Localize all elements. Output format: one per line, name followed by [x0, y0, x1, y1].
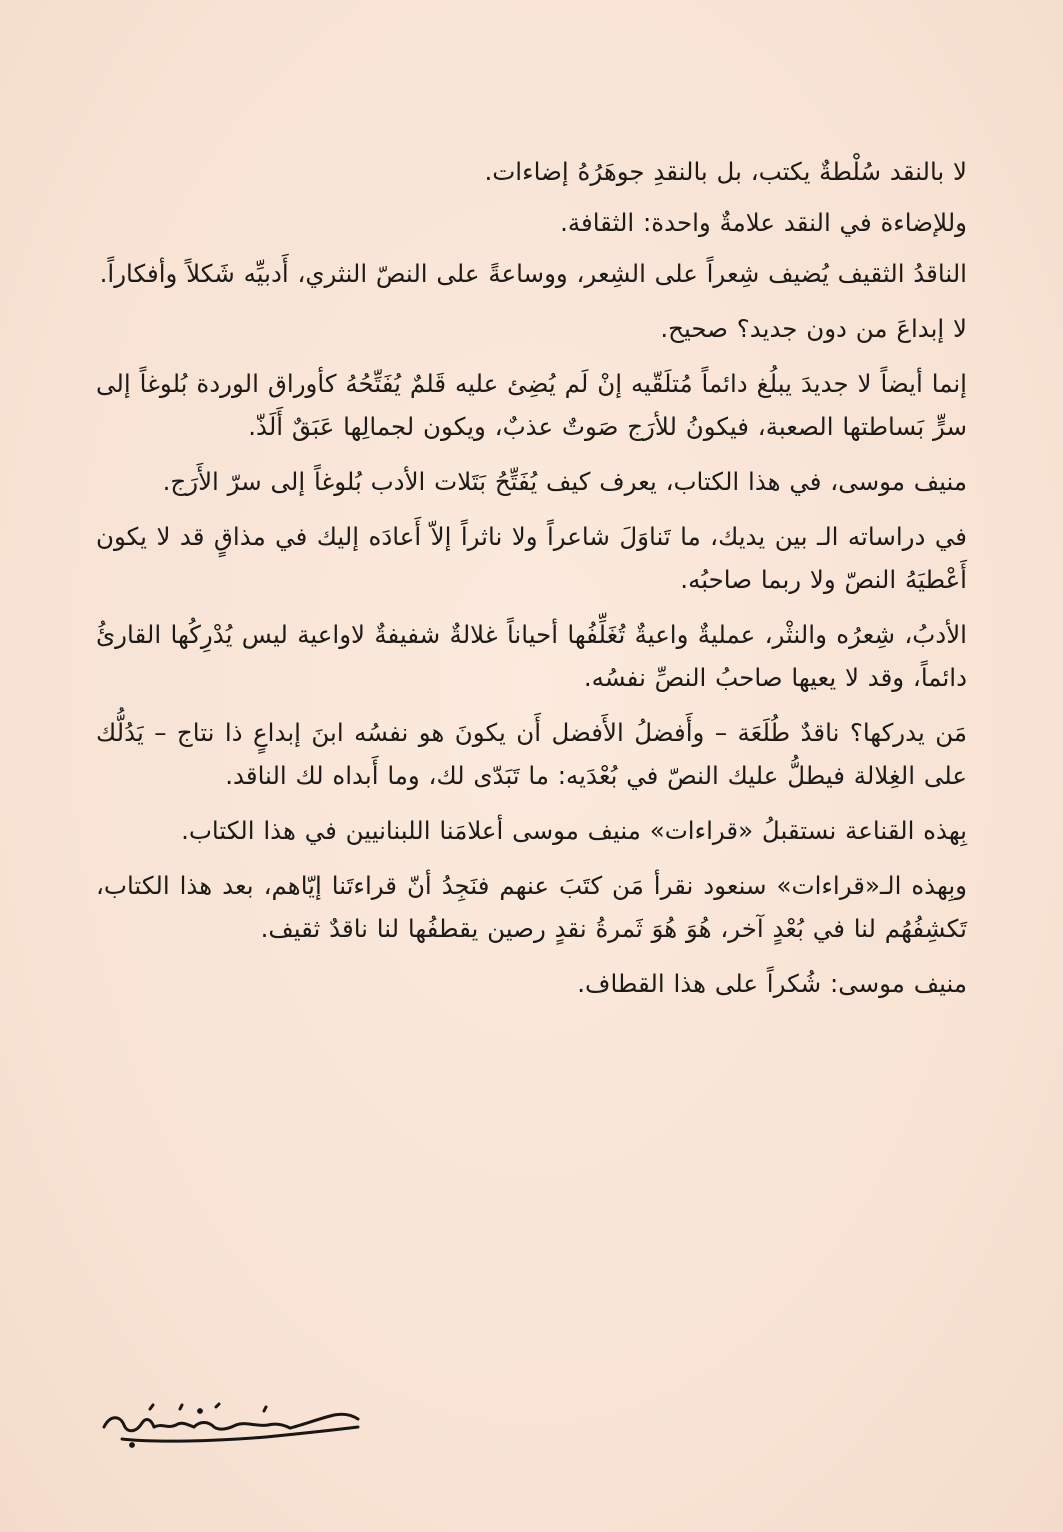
- paragraph: إنما أيضاً لا جديدَ يبلُغ دائماً مُتلَقّيه إنْ لَم يُضِئ عليه قَلمٌ يُفَتِّحُهُ كأوراق الوردة بُلوغاً إلى سرٍّ بَساطتها الصعبة، فيكونُ للأرَج صَوتٌ عذبٌ، ويكون لجمالِها عَبَقٌ أَلَذّ.: [96, 369, 967, 441]
- signature-icon: [96, 1385, 366, 1455]
- paragraph: بِهذه القناعة نستقبلُ «قراءات» منيف موسى أعلامَنا اللبنانيين في هذا الكتاب.: [181, 816, 967, 845]
- paragraph: مَن يدركها؟ ناقدٌ طُلَعَة – وأَفضلُ الأَفضل أَن يكونَ هو نفسُه ابنَ إبداعٍ ذا نتاج – يَدُلُّك على الغِلالة فيطلُّ عليك النصّ في بُعْدَيه: ما تَبَدّى لك، وما أَبداه لك الناقد.: [96, 718, 967, 790]
- paragraph: في دراساته الـ بين يديك، ما تَناوَلَ شاعراً ولا ناثراً إلاّ أَعادَه إليك في مذاقٍ قد لا يكون أَعْطيَهُ النصّ ولا ربما صاحبُه.: [96, 522, 967, 594]
- paragraph: الأدبُ، شِعرُه والنثْر، عمليةٌ واعيةٌ تُغَلِّفُها أحياناً غلالةٌ شفيفةٌ لاواعية ليس يُدْرِكُها القارئُ دائماً، وقد لا يعيها صاحبُ النصِّ نفسُه.: [96, 620, 967, 692]
- paragraph: وللإضاءة في النقد علامةٌ واحدة: الثقافة.: [560, 208, 967, 237]
- paragraph: منيف موسى: شُكراً على هذا القطاف.: [577, 969, 967, 998]
- paragraph: وبِهذه الـ«قراءات» سنعود نقرأ مَن كتَبَ عنهم فنَجِدُ أنّ قراءتَنا إيّاهم، بعد هذا الكتاب، تَكشِفُهُم لنا في بُعْدٍ آخر، هُوَ هُوَ ثَمرةُ نقدٍ رصين يقطفُها لنا ناقدٌ ثقيف.: [96, 871, 967, 943]
- handwritten-signature: [96, 1385, 366, 1455]
- paragraph: لا بالنقد سُلْطةٌ يكتب، بل بالنقدِ جوهَرُهُ إضاءات.: [484, 157, 967, 186]
- paragraph: الناقدُ الثقيف يُضيف شِعراً على الشِعر، ووساعةً على النصّ النثري، أَدبيِّه شَكلاً وأفكاراً.: [99, 259, 967, 288]
- preface-text: [96, 150, 967, 1017]
- paragraph: لا إبداعَ من دون جديد؟ صحيح.: [660, 314, 967, 343]
- paragraph: منيف موسى، في هذا الكتاب، يعرف كيف يُفَتِّحُ بَتَلات الأدب بُلوغاً إلى سرّ الأَرَج.: [162, 467, 967, 496]
